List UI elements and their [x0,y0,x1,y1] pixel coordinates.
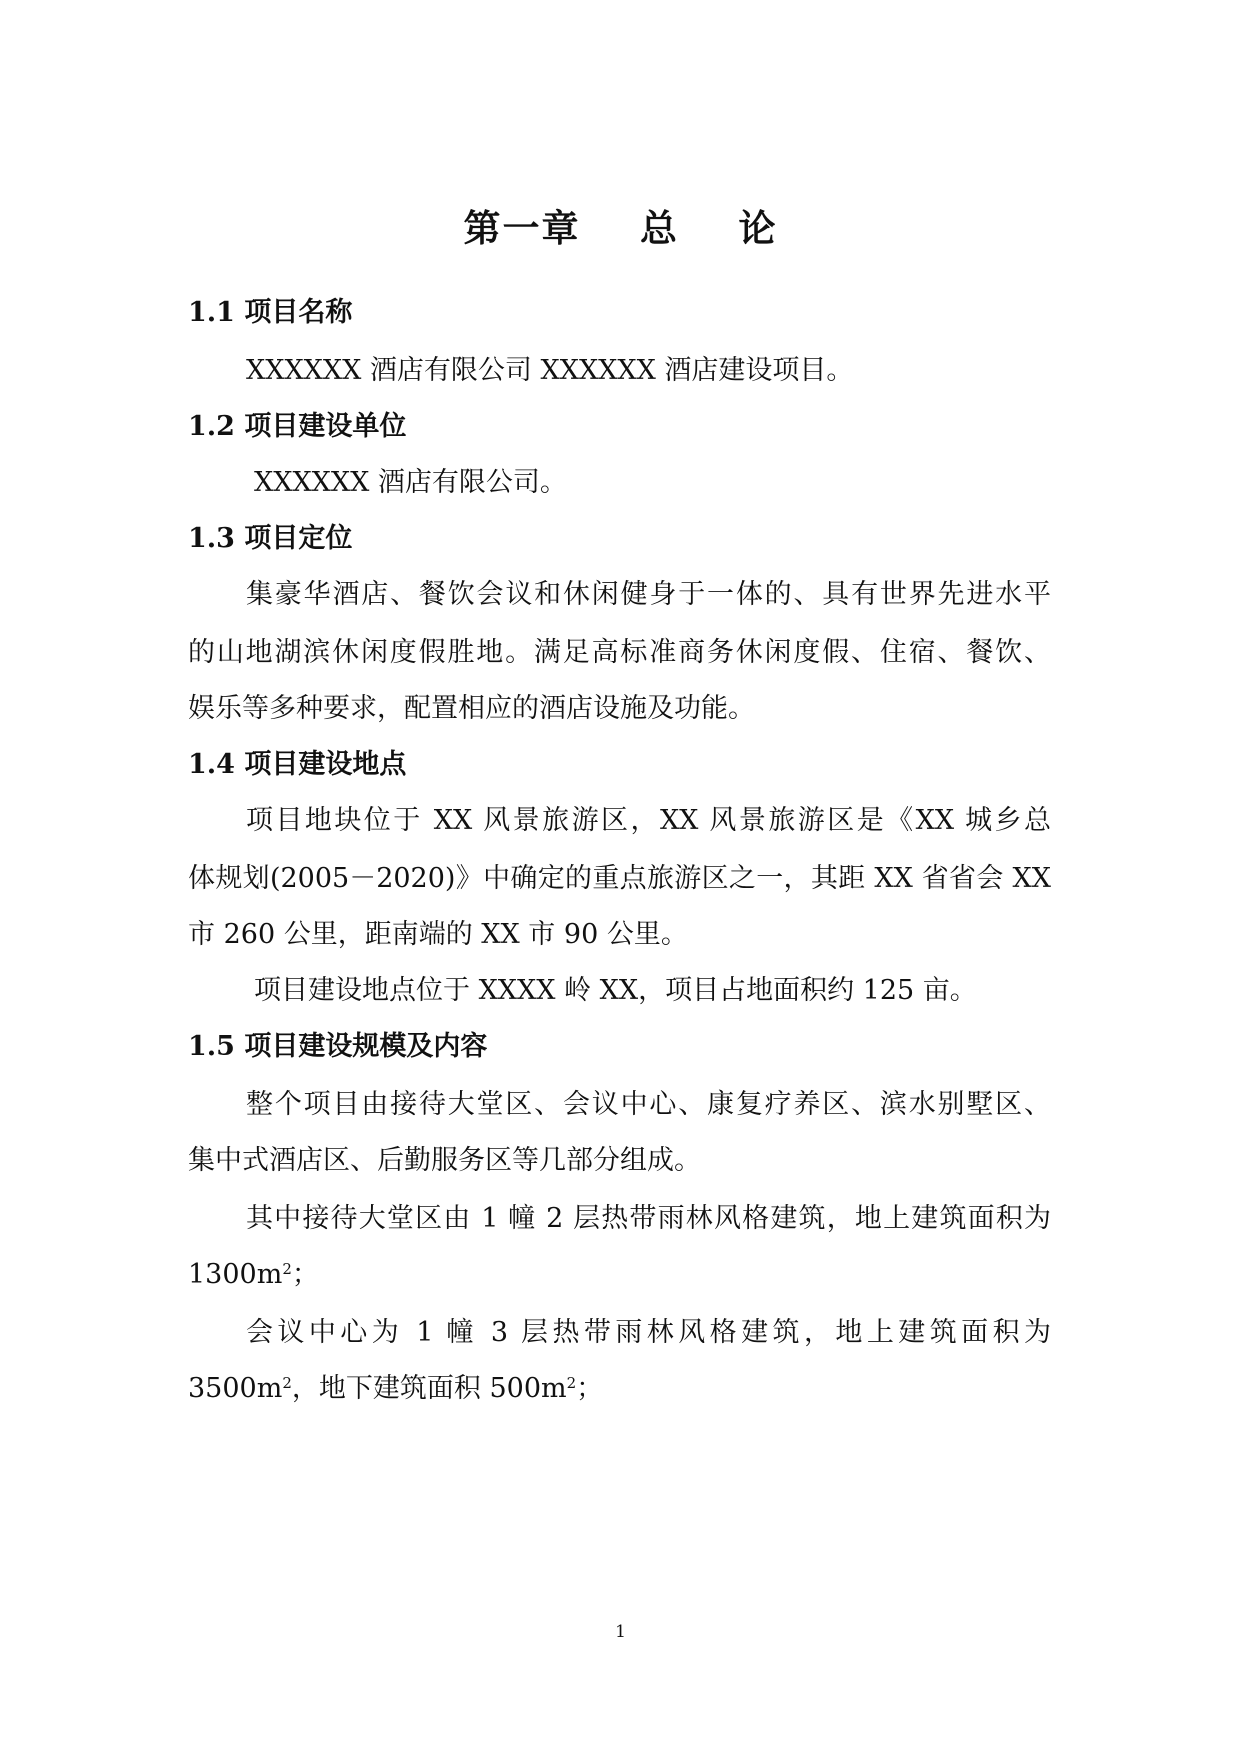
page-number: 1 [615,1622,626,1642]
section-heading-1-3: 1.3 项目定位 [188,523,353,554]
paragraph-line: XXXXXX 酒店有限公司 XXXXXX 酒店建设项目。 [246,355,854,386]
paragraph-line: 项目地块位于 XX 风景旅游区，XX 风景旅游区是《XX 城乡总 [246,805,1051,836]
paragraph-line: 的山地湖滨休闲度假胜地。满足高标准商务休闲度假、住宿、餐饮、 [188,637,1051,668]
superscript: 2 [566,1374,577,1392]
paragraph-line: 体规划(2005－2020)》中确定的重点旅游区之一，其距 XX 省省会 XX [188,863,1051,894]
paragraph-line: 整个项目由接待大堂区、会议中心、康复疗养区、滨水别墅区、 [246,1089,1051,1120]
section-heading-1-1: 1.1 项目名称 [188,297,353,328]
paragraph-line: 其中接待大堂区由 1 幢 2 层热带雨林风格建筑，地上建筑面积为 [246,1203,1051,1234]
paragraph-line: XXXXXX 酒店有限公司。 [254,467,567,498]
paragraph-line: 项目建设地点位于 XXXX 岭 XX，项目占地面积约 125 亩。 [254,975,977,1006]
paragraph-line: 集豪华酒店、餐饮会议和休闲健身于一体的、具有世界先进水平 [246,579,1051,610]
section-heading-1-2: 1.2 项目建设单位 [188,411,407,442]
punctuation: ； [291,1259,319,1290]
superscript: 2 [282,1374,292,1392]
paragraph-line: 集中式酒店区、后勤服务区等几部分组成。 [188,1145,701,1176]
area-value: 1300m [188,1259,283,1290]
area-value: 3500m [188,1373,283,1404]
superscript: 2 [282,1260,292,1278]
section-heading-1-5: 1.5 项目建设规模及内容 [188,1031,488,1062]
punctuation: ； [576,1373,604,1404]
section-heading-1-4: 1.4 项目建设地点 [188,749,407,780]
paragraph-line [188,1252,319,1291]
paragraph-line: 娱乐等多种要求，配置相应的酒店设施及功能。 [188,693,755,724]
paragraph-line [188,1366,603,1405]
paragraph-line: 会议中心为 1 幢 3 层热带雨林风格建筑，地上建筑面积为 [246,1317,1051,1348]
text-run: ，地下建筑面积 500m [291,1373,567,1404]
chapter-title: 第一章 总 论 [463,206,778,250]
paragraph-line: 市 260 公里，距南端的 XX 市 90 公里。 [188,919,688,950]
